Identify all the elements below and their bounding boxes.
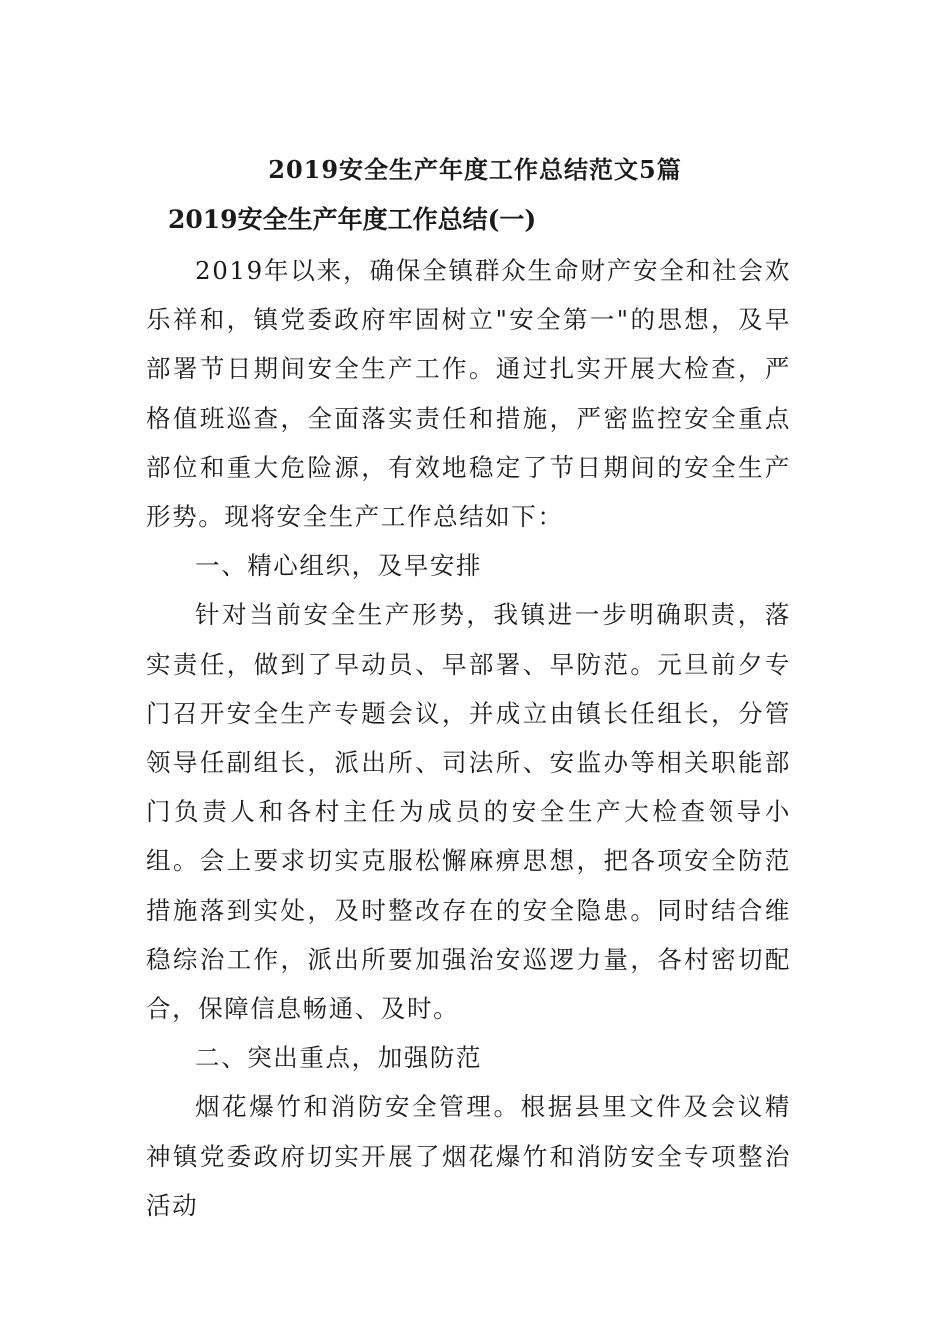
- paragraph-intro: 2019年以来，确保全镇群众生命财产安全和社会欢乐祥和，镇党委政府牢固树立"安全第一"的思想，及早部署节日期间安全生产工作。通过扎实开展大检查，严格值班巡查，全面落实责任和措施，严密监控安全重点部位和重大危险源，有效地稳定了节日期间的安全生产形势。现将安全生产工作总结如下：: [146, 256, 791, 532]
- document-title: 2019安全生产年度工作总结范文5篇: [268, 155, 682, 184]
- subheading-organize: 一、精心组织，及早安排: [195, 551, 483, 581]
- subheading-prevention: 二、突出重点，加强防范: [195, 1043, 483, 1073]
- document-body: [146, 246, 791, 1230]
- section-heading: 2019安全生产年度工作总结(一): [168, 205, 537, 234]
- paragraph-organize: 针对当前安全生产形势，我镇进一步明确职责，落实责任，做到了早动员、早部署、早防范。元旦前夕专门召开安全生产专题会议，并成立由镇长任组长，分管领导任副组长，派出所、司法所、安监办等相关职能部门负责人和各村主任为成员的安全生产大检查领导小组。会上要求切实克服松懈麻痹思想，把各项安全防范措施落到实处，及时整改存在的安全隐患。同时结合维稳综治工作，派出所要加强治安巡逻力量，各村密切配合，保障信息畅通、及时。: [146, 600, 791, 1024]
- paragraph-prevention: 烟花爆竹和消防安全管理。根据县里文件及会议精神镇党委政府切实开展了烟花爆竹和消防安全专项整治活动: [146, 1092, 791, 1220]
